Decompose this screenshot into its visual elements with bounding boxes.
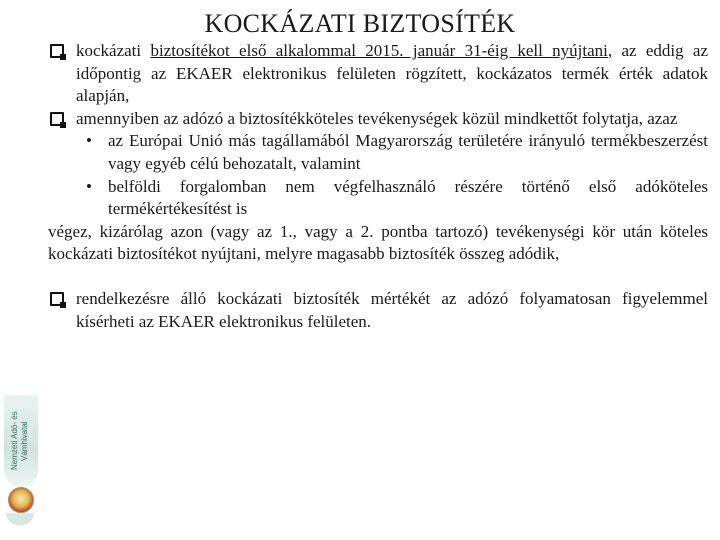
square-bullet-icon [50,44,64,58]
sub-bullet-item-1 [48,130,708,175]
dot-bullet-icon: • [86,176,92,196]
sub-bullet-2-text: belföldi forgalomban nem végfelhasználó részére történő első adóköteles termékértékesítést is [108,176,708,219]
square-bullet-icon [50,112,64,126]
square-bullet-icon [50,292,64,306]
nav-logo-icon [0,395,44,535]
bullet-item-3 [48,288,708,333]
slide-title: KOCKÁZATI BIZTOSÍTÉK [204,9,516,38]
bullet-2-text: amennyiben az adózó a biztosítékköteles tevékenységek közül mindkettőt folytatja, azaz [76,108,678,128]
sub-bullet-1-text: az Európai Unió más tagállamából Magyarország területére irányuló termékbeszerzést vagy egyéb célú behozatalt, valamint [108,131,708,173]
bullet-1-pre: kockázati [76,41,151,60]
slide-content [48,40,708,333]
continuation-text: végez, kizárólag azon (vagy az 1., vagy a 2. pontba tartozó) tevékenységi kör után köteles kockázati biztosítékot nyújtani, melyre magasabb biztosíték összeg adódik, [48,221,708,264]
logo-base [6,513,34,525]
bullet-3-text: rendelkezésre álló kockázati biztosíték mértékét az adózó folyamatosan figyelemmel kísérheti az EKAER elektronikus felületen. [76,288,708,331]
logo-emblem-icon [8,487,34,513]
bullet-item-2 [48,108,708,131]
bullet-item-1 [48,40,708,108]
bullet-1-post: , az eddig az időpontig az EKAER elektronikus felületen rögzített, kockázatos termék érték adatok alapján, [76,41,708,106]
bullet-1-underlined: biztosítékot első alkalommal 2015. január 31-éig kell nyújtani [150,41,608,60]
sub-bullet-item-2 [48,176,708,221]
spacer [48,266,708,288]
dot-bullet-icon: • [86,131,92,151]
logo-text: Nemzeti Adó- és Vámhivatal [10,411,29,471]
